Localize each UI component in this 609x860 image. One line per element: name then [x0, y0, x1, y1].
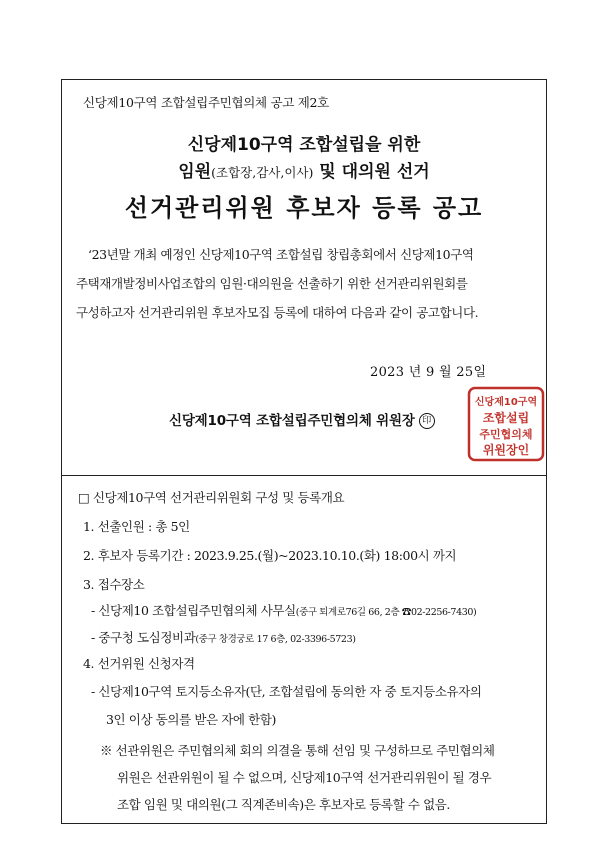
body-paragraph-line-1: ‘23년말 개최 예정인 신당제10구역 조합설립 창립총회에서 신당제10구역: [88, 247, 474, 262]
seal-line-4: 위원장인: [482, 443, 530, 457]
section-divider: [61, 475, 547, 476]
district-office-name: - 중구청 도심정비과: [91, 630, 196, 645]
outline-item-4-sub-1b: 3인 이상 동의를 받은 자에 한함): [106, 712, 276, 727]
office-name: - 신당제10 조합설립주민협의체 사무실: [91, 603, 296, 618]
signature-name: 신당제10구역 조합설립주민협의체 위원장: [169, 413, 415, 429]
seal-line-2: 조합설립: [482, 411, 530, 425]
announcement-date: 2023 년 9 월 25일: [370, 365, 487, 380]
official-seal-stamp: [467, 386, 545, 462]
outline-item-4: 4. 선거위원 신청자격: [83, 656, 195, 671]
title-line-2-roles: (조합장,감사,이사): [211, 165, 314, 180]
outline-item-1: 1. 선출인원 : 총 5인: [83, 519, 190, 534]
signature-line: [169, 409, 435, 429]
seal-line-1: 신당제10구역: [474, 397, 538, 408]
seal-mark-icon: 印: [419, 413, 435, 429]
outline-item-2: 2. 후보자 등록기간 : 2023.9.25.(월)~2023.10.10.(화) 18:00시 까지: [83, 548, 457, 563]
outline-item-3-sub-2: [91, 628, 356, 646]
seal-line-3: 주민협의체: [479, 428, 533, 441]
outline-heading: □ 신당제10구역 선거관리위원회 구성 및 등록개요: [78, 490, 345, 505]
note-line-3: 조합 임원 및 대의원(그 직계존비속)은 후보자로 등록할 수 없음.: [117, 797, 450, 812]
outline-item-3: 3. 접수장소: [83, 577, 145, 592]
title-line-2: [61, 157, 547, 182]
body-paragraph-line-2: 주택재개발정비사업조합의 임원·대의원을 선출하기 위한 선거관리위원회를: [76, 276, 468, 291]
office-address: (중구 퇴계로76길 66, 2층 ☎02-2256-7430): [295, 607, 477, 618]
outline-item-4-sub-1a: - 신당제10구역 토지등소유자(단, 조합설립에 동의한 자 중 토지등소유자의: [91, 684, 482, 699]
note-line-2: 위원은 선관위원이 될 수 없으며, 신당제10구역 선거관리위원이 될 경우: [117, 770, 492, 785]
body-paragraph-line-3: 구성하고자 선거관리위원 후보자모집 등록에 대하여 다음과 같이 공고합니다.: [76, 305, 479, 320]
district-office-address: (중구 창경궁로 17 6층, 02-3396-5723): [195, 634, 356, 645]
page-title: 선거관리위원 후보자 등록 공고: [124, 194, 484, 222]
notice-number: 신당제10구역 조합설립주민협의체 공고 제2호: [83, 95, 329, 110]
outline-item-3-sub-1: [91, 601, 476, 619]
title-line-1: 신당제10구역 조합설립을 위한: [187, 135, 421, 155]
title-line-2-suffix: 및 대의원 선거: [313, 162, 430, 182]
title-line-2-prefix: 임원: [178, 162, 212, 182]
note-line-1: ※ 선관위원은 주민협의체 회의 의결을 통해 선임 및 구성하므로 주민협의체: [100, 743, 495, 758]
